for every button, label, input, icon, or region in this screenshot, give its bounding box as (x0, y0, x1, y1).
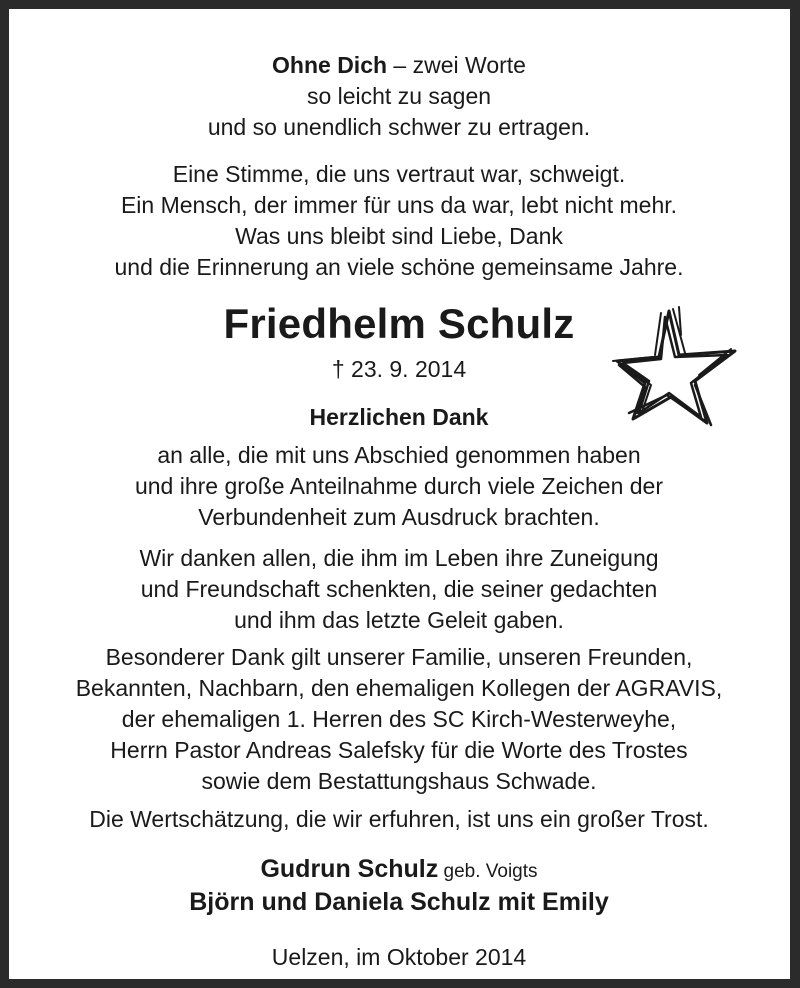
paragraph-line: Die Wertschätzung, die wir erfuhren, ist uns ein großer Trost. (89, 806, 709, 832)
paragraph-line: Bekannten, Nachbarn, den ehemaligen Kollegen der AGRAVIS, (75, 675, 723, 701)
paragraph-line: Verbundenheit zum Ausdruck brachten. (198, 504, 600, 530)
signature-1 (18, 853, 780, 888)
poem-line-3: und so unendlich schwer zu ertragen. (207, 114, 591, 140)
paragraph-line: und Freundschaft schenkten, die seiner gedachten (140, 576, 658, 602)
verse-line-4: und die Erinnerung an viele schöne gemeinsame Jahre. (114, 254, 684, 280)
obituary-content (18, 18, 780, 970)
poem-line-2: so leicht zu sagen (306, 83, 492, 109)
deceased-name: Friedhelm Schulz (223, 300, 575, 347)
thanks-paragraph-2 (18, 543, 780, 636)
verse-line-3: Was uns bleibt sind Liebe, Dank (235, 223, 563, 249)
paragraph-line: an alle, die mit uns Abschied genommen haben (157, 442, 641, 468)
thanks-paragraph-1 (18, 440, 780, 533)
signature-2: Björn und Daniela Schulz mit Emily (189, 888, 609, 916)
paragraph-line: Wir danken allen, die ihm im Leben ihre Zuneigung (139, 545, 659, 571)
poem-verse (18, 159, 780, 283)
paragraph-line: Herrn Pastor Andreas Salefsky für die Worte des Trostes (110, 737, 688, 763)
paragraph-line: und ihm das letzte Geleit gaben. (234, 607, 564, 633)
signature-1-maiden-name: geb. Voigts (438, 861, 538, 882)
paragraph-line: sowie dem Bestattungshaus Schwade. (201, 768, 597, 794)
death-date: † 23. 9. 2014 (331, 356, 467, 382)
hand-drawn-star-icon (609, 305, 739, 429)
paragraph-line: der ehemaligen 1. Herren des SC Kirch-Westerweyhe, (121, 706, 677, 732)
poem-title: Ohne Dich (272, 52, 388, 78)
thanks-paragraph-3 (18, 642, 780, 797)
poem-line-1 (18, 50, 780, 81)
verse-line-2: Ein Mensch, der immer für uns da war, lebt nicht mehr. (120, 192, 678, 218)
paragraph-line: und ihre große Anteilnahme durch viele Zeichen der (134, 473, 664, 499)
paragraph-line: Besonderer Dank gilt unserer Familie, unseren Freunden, (105, 644, 693, 670)
signature-1-name: Gudrun Schulz (260, 855, 439, 883)
poem-title-rest: – zwei Worte (387, 52, 526, 78)
verse-line-1: Eine Stimme, die uns vertraut war, schweigt. (172, 161, 626, 187)
thanks-paragraph-4 (18, 804, 780, 835)
thanks-heading: Herzlichen Dank (309, 404, 489, 430)
place-and-date: Uelzen, im Oktober 2014 (271, 944, 527, 970)
poem-intro (18, 50, 780, 143)
